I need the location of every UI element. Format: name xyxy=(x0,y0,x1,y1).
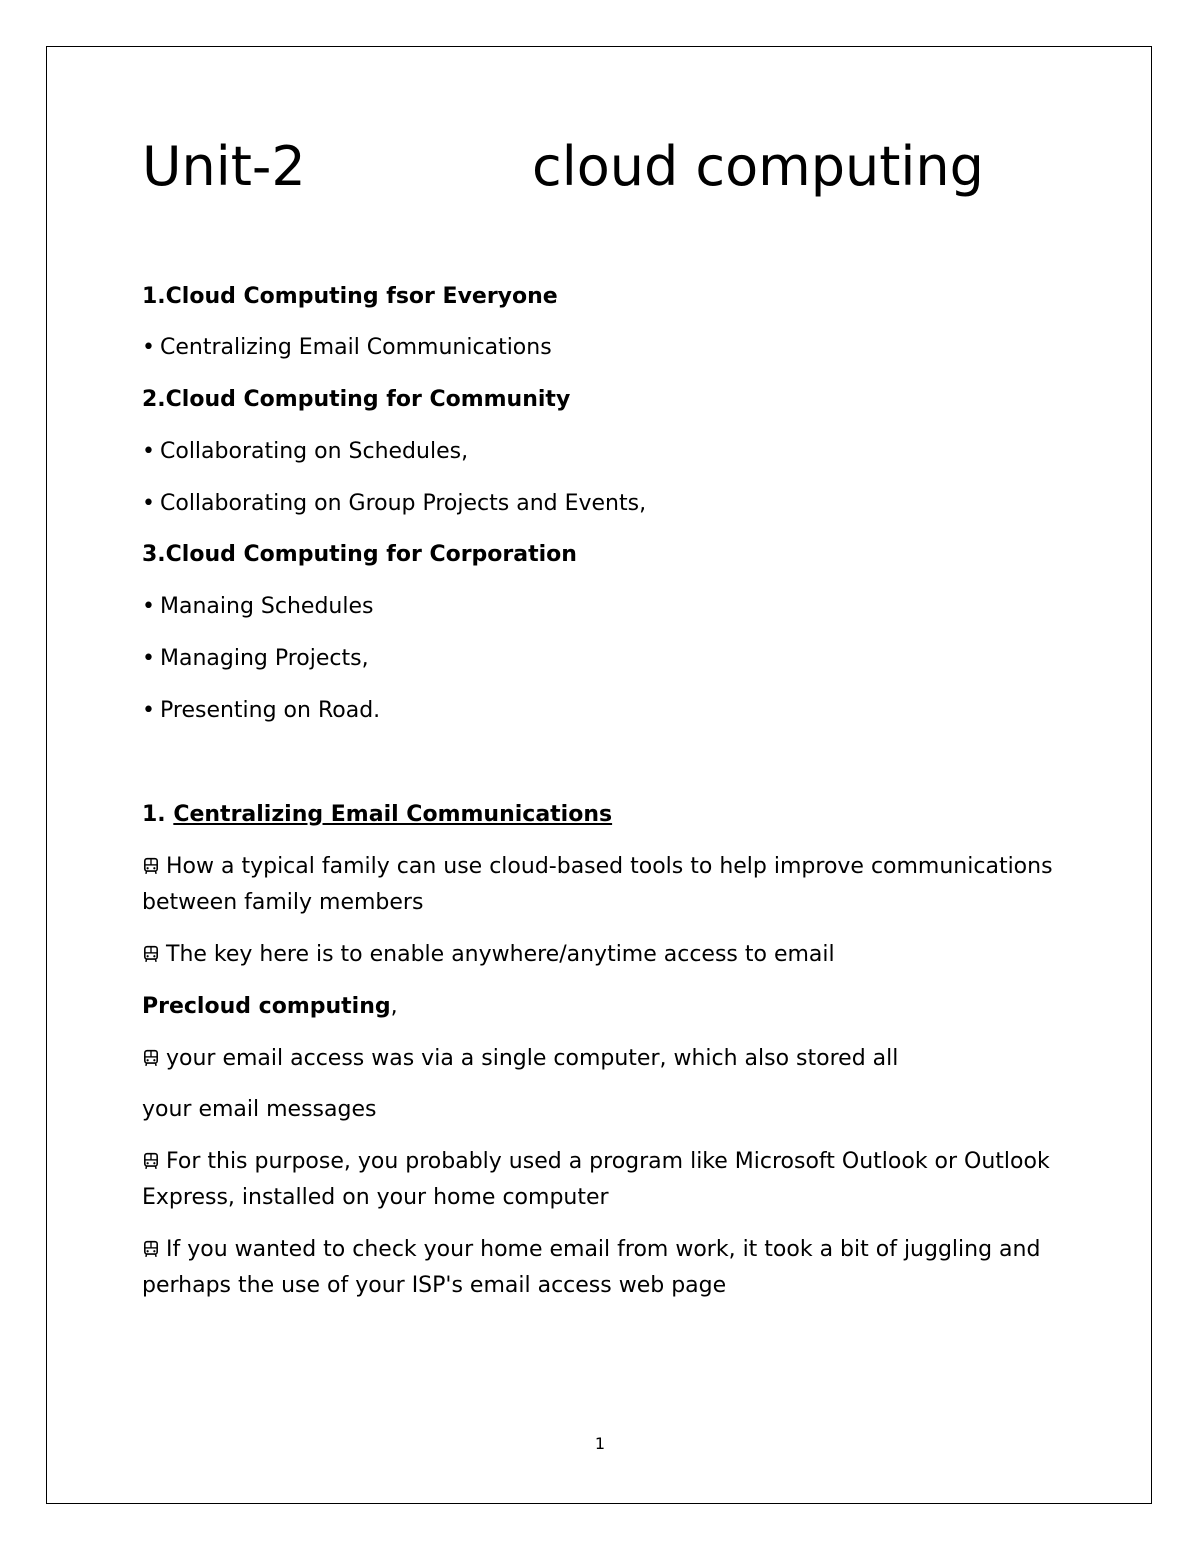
paragraph-text: For this purpose, you probably used a program like Microsoft Outlook or Outlook Express, installed on your home computer xyxy=(142,1149,1050,1210)
bullet-glyph: • xyxy=(142,594,155,619)
bullet-glyph: • xyxy=(142,439,155,464)
page-title xyxy=(142,135,984,198)
paragraph xyxy=(142,1144,1072,1216)
outline-bullet-text: Centralizing Email Communications xyxy=(160,335,552,360)
bus-icon xyxy=(142,1049,160,1067)
bullet-glyph: • xyxy=(142,646,155,671)
outline-heading-3: 3.Cloud Computing for Corporation xyxy=(142,542,577,567)
title-subject: cloud computing xyxy=(532,135,984,198)
outline-bullet-text: Manaing Schedules xyxy=(160,594,374,619)
paragraph-text: If you wanted to check your home email from work, it took a bit of juggling and perhaps the use of your ISP's email access web page xyxy=(142,1237,1041,1298)
paragraph xyxy=(142,1041,1072,1077)
bullet-glyph: • xyxy=(142,491,155,516)
paragraph-text: The key here is to enable anywhere/anytime access to email xyxy=(166,942,835,967)
precloud-label-text: Precloud computing xyxy=(142,994,391,1019)
precloud-comma: , xyxy=(390,994,398,1019)
outline-bullet xyxy=(142,589,373,625)
paragraph-continuation: your email messages xyxy=(142,1097,377,1122)
section-title: Centralizing Email Communications xyxy=(173,802,613,827)
outline-heading-1: 1.Cloud Computing fsor Everyone xyxy=(142,284,558,309)
precloud-label xyxy=(142,989,398,1025)
paragraph-text: How a typical family can use cloud-based tools to help improve communications between family members xyxy=(142,854,1053,915)
title-unit: Unit-2 xyxy=(142,135,306,198)
paragraph xyxy=(142,849,1072,921)
bullet-glyph: • xyxy=(142,698,155,723)
outline-bullet-text: Collaborating on Group Projects and Events, xyxy=(160,491,647,516)
outline-bullet xyxy=(142,330,552,366)
bus-icon xyxy=(142,1152,160,1170)
page-number: 1 xyxy=(594,1434,606,1453)
outline-bullet xyxy=(142,486,646,522)
bullet-glyph: • xyxy=(142,335,155,360)
section-number: 1. xyxy=(142,802,174,827)
section-heading xyxy=(142,797,612,833)
bus-icon xyxy=(142,1240,160,1258)
outline-bullet-text: Managing Projects, xyxy=(160,646,369,671)
paragraph xyxy=(142,937,1072,973)
outline-bullet xyxy=(142,434,468,470)
outline-bullet-text: Presenting on Road. xyxy=(160,698,381,723)
outline-bullet-text: Collaborating on Schedules, xyxy=(160,439,469,464)
paragraph-text: your email access was via a single computer, which also stored all xyxy=(166,1046,899,1071)
outline-heading-2: 2.Cloud Computing for Community xyxy=(142,387,571,412)
bus-icon xyxy=(142,945,160,963)
bus-icon xyxy=(142,857,160,875)
paragraph xyxy=(142,1232,1072,1304)
outline-bullet xyxy=(142,641,369,677)
outline-bullet xyxy=(142,693,380,729)
